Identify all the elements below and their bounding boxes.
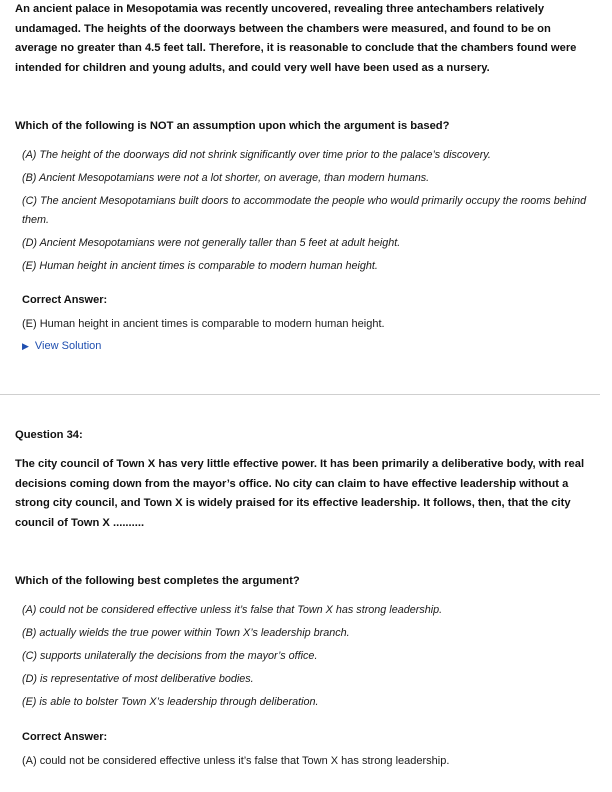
q33-option-c: (C) The ancient Mesopotamians built doors to accommodate the people who would primarily occupy the rooms behind them. (22, 195, 587, 226)
q34-passage: The city council of Town X has very little effective power. It has been primarily a deliberative body, with real decisions coming down from the mayor’s office. No city can claim to have effective leadership without a strong city council, and Town X is widely praised for its effective leadership. It follows, then, that the city council of Town X .......... (15, 458, 585, 529)
q34-correct-label: Correct Answer: (22, 731, 108, 743)
q34-option-e: (E) is able to bolster Town X’s leadership through deliberation. (22, 696, 319, 708)
q34-option-a: (A) could not be considered effective unless it’s false that Town X has strong leadership. (22, 604, 443, 616)
q34-option-d: (D) is representative of most deliberative bodies. (22, 673, 254, 685)
triangle-right-icon: ▶ (22, 341, 29, 351)
q34-option-b: (B) actually wields the true power within Town X’s leadership branch. (22, 627, 350, 639)
q33-option-d: (D) Ancient Mesopotamians were not generally taller than 5 feet at adult height. (22, 237, 401, 249)
q34-prompt: Which of the following best completes the argument? (15, 575, 300, 587)
q34-number: Question 34: (15, 429, 83, 441)
q34-correct-answer: (A) could not be considered effective unless it’s false that Town X has strong leadership. (22, 755, 450, 767)
question-divider (0, 394, 600, 395)
view-solution-label: View Solution (34, 340, 102, 352)
q34-options (22, 601, 592, 716)
q33-options (22, 146, 592, 280)
q33-prompt: Which of the following is NOT an assumption upon which the argument is based? (15, 120, 450, 132)
q33-correct-answer: (E) Human height in ancient times is comparable to modern human height. (22, 318, 385, 330)
q33-option-b: (B) Ancient Mesopotamians were not a lot shorter, on average, than modern humans. (22, 172, 430, 184)
q33-option-e: (E) Human height in ancient times is comparable to modern human height. (22, 260, 378, 272)
q33-passage: An ancient palace in Mesopotamia was recently uncovered, revealing three antechambers relatively undamaged. The heights of the doorways between the chambers were measured, and found to be on average no greater than 4.5 feet tall. Therefore, it is reasonable to conclude that the chambers found were intended for children and young adults, and could very well have been used as a nursery. (15, 3, 577, 74)
q34-option-c: (C) supports unilaterally the decisions from the mayor’s office. (22, 650, 318, 662)
q33-option-a: (A) The height of the doorways did not shrink significantly over time prior to the palace’s discovery. (22, 149, 491, 161)
q33-view-solution-link[interactable] (22, 340, 101, 352)
q33-correct-label: Correct Answer: (22, 294, 108, 306)
